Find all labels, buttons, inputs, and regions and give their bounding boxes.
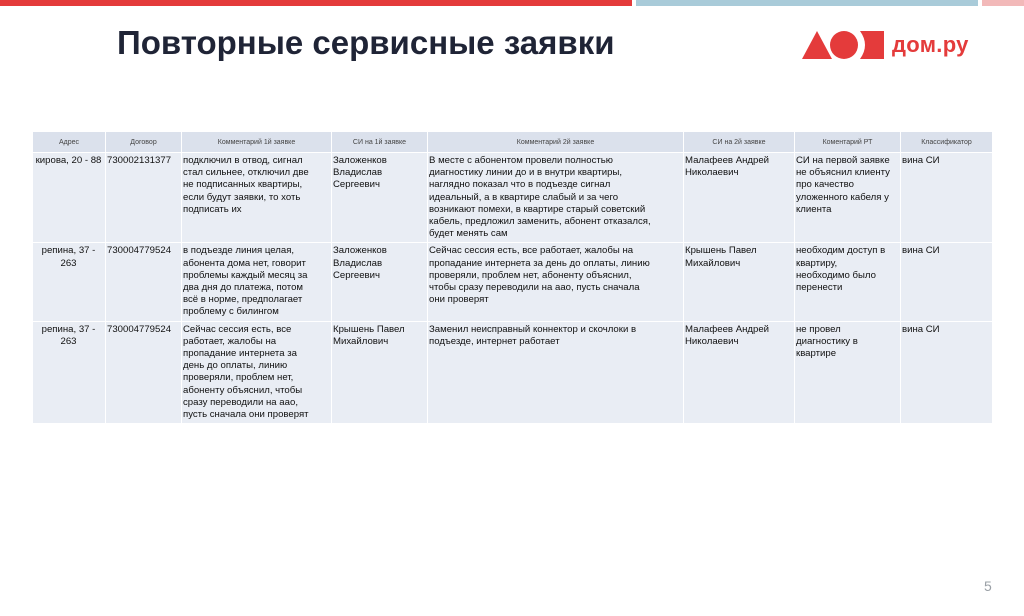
comment-1-cell: в подъезде линия целая, абонента дома нет, говорит проблемы каждый месяц за два дня до платежа, потом всё в норме, предполагает проблему с билингом	[182, 243, 332, 321]
column-header: Коментарий РТ	[795, 132, 901, 153]
address-cell: репина, 37 - 263	[33, 321, 106, 424]
si-1-cell: Заложенков Владислав Сергеевич	[332, 243, 428, 321]
comment-1-cell: Сейчас сессия есть, все работает, жалобы на пропадание интернета за день до оплаты, линию проверяли, проблем нет, абоненту объяснил, чтобы сразу переводили на аао, пусть сначала они проверят	[182, 321, 332, 424]
page-number: 5	[984, 578, 992, 594]
accent-bar-blue	[636, 0, 978, 6]
comment-2-cell: В месте с абонентом провели полностью диагностику линии до и в внутри квартиры, наглядно показал что в подъезде сигнал идеальный, а в квартире слабый и за чего возникают помехи, в квартире старый советский кабель, предложил заменить, абонент отказался, будет менять сам	[428, 153, 684, 243]
column-header: Адрес	[33, 132, 106, 153]
table-row	[33, 153, 993, 243]
classifier-cell: вина СИ	[901, 321, 993, 424]
column-header: СИ на 1й заявке	[332, 132, 428, 153]
logo-text: дом.ру	[892, 32, 969, 57]
accent-bar-pink	[982, 0, 1024, 6]
accent-bar-red	[0, 0, 632, 6]
contract-cell: 730004779524	[106, 243, 182, 321]
table-header-row	[33, 132, 993, 153]
comment-1-cell: подключил в отвод, сигнал стал сильнее, отключил две не подписанных квартиры, если будут заявки, то хоть подписать их	[182, 153, 332, 243]
column-header: Комментарий 2й заявке	[428, 132, 684, 153]
rt-comment-cell: необходим доступ в квартиру, необходимо было перенести	[795, 243, 901, 321]
classifier-cell: вина СИ	[901, 243, 993, 321]
si-1-cell: Крышень Павел Михайлович	[332, 321, 428, 424]
comment-2-cell: Сейчас сессия есть, все работает, жалобы на пропадание интернета за день до оплаты, линию проверяли, проблем нет, абоненту объяснил, чтобы сразу переводили на аао, пусть сначала они проверят	[428, 243, 684, 321]
si-2-cell: Малафеев Андрей Николаевич	[684, 153, 795, 243]
column-header: Договор	[106, 132, 182, 153]
address-cell: кирова, 20 - 88	[33, 153, 106, 243]
table-row	[33, 243, 993, 321]
si-1-cell: Заложенков Владислав Сергеевич	[332, 153, 428, 243]
rt-comment-cell: СИ на первой заявке не объяснил клиенту про качество уложенного кабеля у клиента	[795, 153, 901, 243]
si-2-cell: Крышень Павел Михайлович	[684, 243, 795, 321]
contract-cell: 730004779524	[106, 321, 182, 424]
si-2-cell: Малафеев Андрей Николаевич	[684, 321, 795, 424]
rt-comment-cell: не провел диагностику в квартире	[795, 321, 901, 424]
slide-title: Повторные сервисные заявки	[117, 24, 615, 61]
table-row	[33, 321, 993, 424]
top-accent-bar	[0, 0, 1024, 6]
contract-cell: 730002131377	[106, 153, 182, 243]
column-header: СИ на 2й заявке	[684, 132, 795, 153]
comment-2-cell: Заменил неисправный коннектор и скочлоки в подъезде, интернет работает	[428, 321, 684, 424]
classifier-cell: вина СИ	[901, 153, 993, 243]
logo-mark-icon	[802, 30, 884, 60]
column-header: Комментарий 1й заявке	[182, 132, 332, 153]
column-header: Классификатор	[901, 132, 993, 153]
service-requests-table	[32, 131, 993, 424]
brand-logo	[802, 30, 969, 60]
address-cell: репина, 37 - 263	[33, 243, 106, 321]
